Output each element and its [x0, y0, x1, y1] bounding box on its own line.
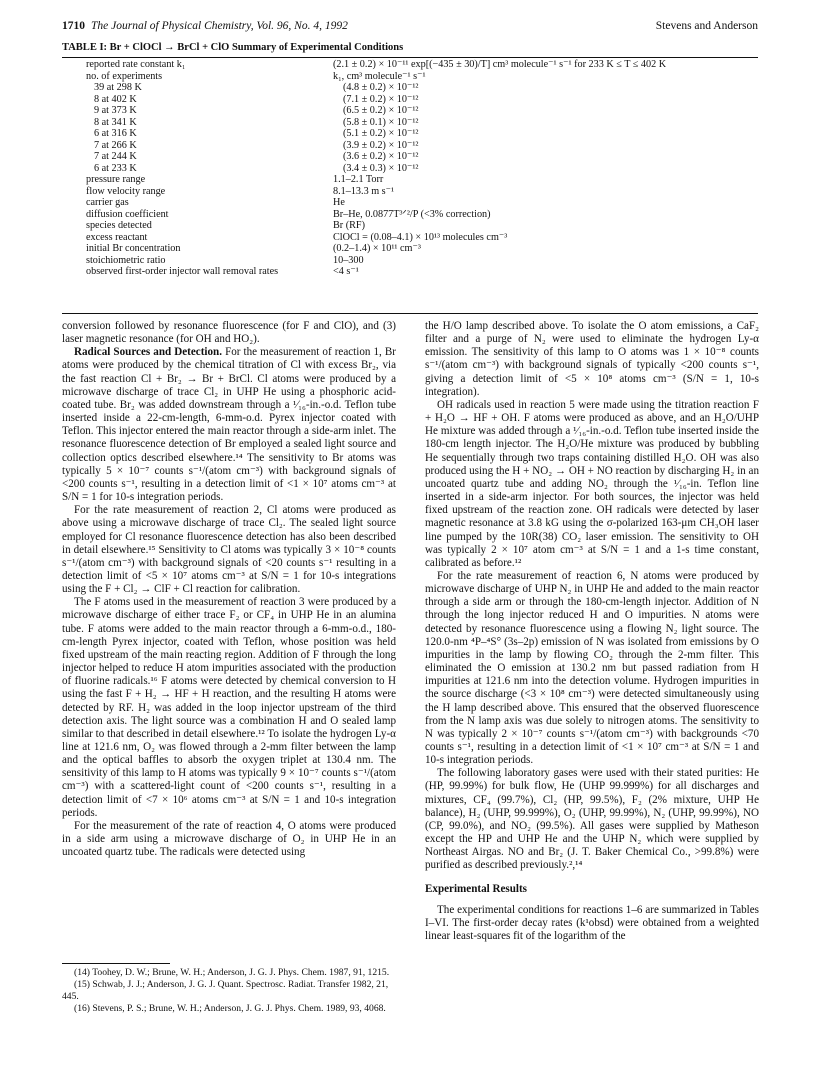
table-row [62, 82, 758, 94]
table-row-value: Br (RF) [333, 220, 365, 231]
table-row-label: 9 at 373 K [94, 105, 137, 116]
page-number: 1710 [62, 20, 85, 32]
table-row [62, 255, 758, 267]
table-row [62, 186, 758, 198]
table-row [62, 140, 758, 152]
running-authors: Stevens and Anderson [655, 20, 758, 32]
footnote: (16) Stevens, P. S.; Brune, W. H.; Anderson, J. G. J. Phys. Chem. 1989, 93, 4068. [74, 1002, 386, 1014]
paragraph: the H/O lamp described above. To isolate the O atom emissions, a CaF₂ filter and a purge of N₂ were used to eliminate the hydrogen Ly-α emission. The sensitivity of this lamp to O atoms was 1 × 10⁻⁸ counts s⁻¹/(atom cm⁻³) with background signals of typically <200 counts s⁻¹, giving a detection limit of <5 × 10⁸ atoms cm⁻³ (S/N = 1, 10-s integration). [425, 320, 759, 398]
table-row [62, 266, 758, 278]
table-row-label: excess reactant [86, 231, 148, 243]
table-row-value: (7.1 ± 0.2) × 10⁻¹² [343, 93, 419, 105]
table-row [62, 94, 758, 106]
journal-citation: The Journal of Physical Chemistry, Vol. 96, No. 4, 1992 [91, 20, 348, 32]
table-row-label: stoichiometric ratio [86, 254, 166, 266]
table-row-label: no. of experiments [86, 70, 163, 82]
table-row-label: species detected [86, 220, 152, 231]
footnote: (14) Toohey, D. W.; Brune, W. H.; Anderson, J. G. J. Phys. Chem. 1987, 91, 1215. [74, 967, 390, 978]
table-row-value: 8.1–13.3 m s⁻¹ [333, 185, 395, 197]
footnote: (15) Schwab, J. J.; Anderson, J. G. J. Quant. Spectrosc. Radiat. Transfer 1982, 21, 445. [62, 979, 389, 1002]
paragraph: OH radicals used in reaction 5 were made using the titration reaction F + H₂O → HF + OH. F atoms were produced as above, and an H₂O/UHP He mixture was added through a ¹⁄₁₆-in.-o.d. Teflon tube inserted inside the 180-cm length injector. The H₂O/He mixture was produced by bubbling He sequentially through two traps containing distilled H₂O. OH was also produced using the H + NO₂ → OH + NO reaction by discharging H₂ in an uncoated quartz tube and adding NO₂ through the ¹⁄₁₆-in. Teflon line inserted in a side-arm injector. For both sources, the injector was held fixed upstream of the reaction zone. OH radicals were detected by laser magnetic resonance at 3.8 kG using the σ-polarized 163-μm CH₃OH laser line pumped by the 10R(38) CO₂ laser emission. The sensitivity to OH was typically 2 × 10⁷ atom cm⁻³ at S/N = 1 and a 1-s time constant, calibrated as before.¹² [425, 398, 759, 569]
table-row-value: (4.8 ± 0.2) × 10⁻¹² [343, 82, 419, 93]
paragraph: conversion followed by resonance fluorescence (for F and ClO), and (3) laser magnetic resonance (for OH and HO₂). [62, 320, 396, 346]
table-row-label: 39 at 298 K [94, 82, 142, 93]
paragraph: The experimental conditions for reactions 1–6 are summarized in Tables I–VI. The first-order decay rates (k¹obsd) were obtained from a weighted linear least-squares fit of the logarithm of the [425, 903, 759, 943]
table-row [62, 105, 758, 117]
table-row-label: 7 at 266 K [94, 139, 137, 151]
paragraph: For the rate measurement of reaction 6, N atoms were produced by microwave discharge of UHP N₂ in UHP He and added to the main reactor through a side arm or through the 180-cm-length injector. Addition of N through the long injector reduced H and O impurities. N atoms were detected by resonance fluorescence using a flowing N₂ light source. The 120.0-nm ⁴P–⁴S° (3s–2p) emission of N was isolated from emissions by O impurities in the lamp by flowing CO₂ through the 2-mm filter. This eliminated the O emission at 130.2 nm but passed radiation from H impurities at 121.6 nm into the detection volume. Hydrogen impurities in the source discharge (<3 × 10⁸ cm⁻³) were detected simultaneously using the H lamp described above. This ensured that the observed fluorescence from the N lamp axis was due solely to nitrogen atoms. The sensitivity to N was typically 2 × 10⁻⁷ counts s⁻¹/(atom cm⁻³) with backgrounds <70 counts s⁻¹, resulting in a detection limit of <1 × 10⁷ cm⁻³ at S/N = 1 and 10-s integration periods. [425, 569, 759, 767]
paragraph: For the measurement of the rate of reaction 4, O atoms were produced in a side arm using a microwave discharge of O₂ in UHP He in an uncoated quartz tube. The radicals were detected using [62, 819, 396, 859]
table-row-label: reported rate constant k₁ [86, 59, 186, 70]
table-row [62, 117, 758, 129]
section-heading: Experimental Results [425, 882, 527, 895]
subsection-heading: Radical Sources and Detection. [74, 346, 222, 359]
table-row-value: 10–300 [333, 254, 364, 266]
running-header [62, 20, 758, 36]
table-row-value: (5.8 ± 0.1) × 10⁻¹² [343, 116, 419, 128]
conditions-table [62, 59, 758, 278]
table-row [62, 163, 758, 175]
table-row-value: (3.6 ± 0.2) × 10⁻¹² [343, 151, 419, 162]
table-row [62, 243, 758, 255]
table-row-value: (5.1 ± 0.2) × 10⁻¹² [343, 128, 419, 139]
table-row-value: (3.4 ± 0.3) × 10⁻¹² [343, 162, 419, 174]
table-row [62, 209, 758, 221]
paragraph: For the rate measurement of reaction 2, Cl atoms were produced as above using a microwave discharge of trace Cl₂. The sealed light source employed for Cl resonance fluorescence detection has also been described in detail elsewhere.¹⁵ Sensitivity to Cl atoms was typically 3 × 10⁻⁸ counts s⁻¹/(atom cm⁻³) with background signals of <20 counts s⁻¹ resulting in a detection limit of <5 × 10⁷ atoms cm⁻³ at S/N = 1 for 10-s integrations using the F + Cl₂ → ClF + Cl reaction for calibration. [62, 504, 396, 596]
table-row [62, 151, 758, 163]
table-row [62, 232, 758, 244]
table-row-label: 6 at 316 K [94, 128, 137, 139]
right-column [425, 320, 759, 943]
table-row-label: 7 at 244 K [94, 151, 137, 162]
table-row-label: observed first-order injector wall removal rates [86, 266, 279, 277]
table-row-value: k₁, cm³ molecule⁻¹ s⁻¹ [333, 70, 426, 82]
table-row-value: (6.5 ± 0.2) × 10⁻¹² [343, 105, 419, 116]
table-row [62, 220, 758, 232]
table-row-value: 1.1–2.1 Torr [333, 174, 384, 185]
table-row-label: flow velocity range [86, 185, 166, 197]
paragraph: The F atoms used in the measurement of reaction 3 were produced by a microwave discharge of either trace F₂ or CF₄ in UHP He in an alumina tube. F atoms were added to the main reactor through a 6-mm-o.d., 180-cm-length Pyrex injector, coated with Teflon, whose position was held fixed upstream of the main reacting region. Addition of F through the long injector helped to reduce H atom impurities associated with the production of fluorine radicals.¹⁶ F atoms were detected by chemical conversion to H using the fast F + H₂ → HF + H reaction, and the resulting H atoms were detected by RF. H₂ was added in the loop injector upstream of the third detection axis. The light source was a combination H and O sealed lamp similar to that described in detail elsewhere.¹² To isolate the hydrogen Ly-α line at 121.6 nm, O₂ was flowed through a 2-mm filter between the lamp and the optical baffles to absorb the oxygen triplet at 130.4 nm. The sensitivity of this lamp to H atoms was typically 9 × 10⁻⁷ counts s⁻¹/(atom cm⁻³) with a scattered-light count of <200 counts s⁻¹, resulting in a detection limit of <7 × 10⁶ atoms cm⁻³ at S/N = 1 and 10-s integration periods. [62, 596, 396, 819]
table-row [62, 128, 758, 140]
table-row-value: ClOCl = (0.08–4.1) × 10¹³ molecules cm⁻³ [333, 231, 508, 243]
table-row-label: 6 at 233 K [94, 162, 137, 174]
table-row-label: 8 at 341 K [94, 116, 137, 128]
paragraph [62, 346, 396, 504]
table-row-label: 8 at 402 K [94, 93, 137, 105]
table-row-label: carrier gas [86, 197, 129, 208]
footnote-rule [62, 963, 170, 964]
table-row [62, 197, 758, 209]
table-row-value: He [333, 197, 345, 208]
table-row-value: (2.1 ± 0.2) × 10⁻¹¹ exp[(−435 ± 30)/T] cm³ molecule⁻¹ s⁻¹ for 233 K ≤ T ≤ 402 K [333, 59, 667, 70]
table-row [62, 71, 758, 83]
table-row-value: (0.2–1.4) × 10¹¹ cm⁻³ [333, 243, 421, 254]
left-column [62, 320, 396, 859]
footnotes [62, 967, 396, 1015]
table-title: TABLE I: Br + ClOCl → BrCl + ClO Summary of Experimental Conditions [62, 42, 404, 53]
table-row-label: initial Br concentration [86, 243, 181, 254]
paragraph: The following laboratory gases were used with their stated purities: He (HP, 99.99%) for bulk flow, He (UHP 99.999%) for all discharges and mixtures, CF₄ (99.7%), Cl₂ (HP, 99.5%), F₂ (2% mixture, UHP He balance), H₂ (UHP, 99.999%), O₂ (UHP, 99.99%), N₂ (UHP, 99.99%), NO (CP, 99.0%), and NO₂ (99.5%). All gases were supplied by Matheson except the HP and UHP He and the UHP N₂ which were supplied by Northeast Airgas. NO and Br₂ (J. T. Baker Chemical Co., >99.8%) were purified as described previously.²,¹⁴ [425, 767, 759, 872]
table-row-label: pressure range [86, 174, 146, 185]
table-row [62, 59, 758, 71]
table-top-rule [62, 57, 758, 58]
table-row-value: (3.9 ± 0.2) × 10⁻¹² [343, 139, 419, 151]
table-row-value: Br–He, 0.0877T³ᐟ²/P (<3% correction) [333, 208, 491, 220]
table-bottom-rule [62, 313, 758, 314]
paragraph-text: For the measurement of reaction 1, Br atoms were produced by the chemical titration of Cl with excess Br₂, via the fast reaction Cl + Br₂ → Br + BrCl. Cl atoms were produced by a microwave discharge of trace Cl₂ in UHP He using a phosphoric acid-coated tube. Br₂ was added downstream through a ¹⁄₁₆-in.-o.d. Teflon tube inserted inside a 22-cm-length, 6-mm-o.d. Pyrex injector coated with Teflon. This injector entered the main reactor through a side-arm inlet. The resonance fluorescence detection of Br employed a sealed light source and collection optics described elsewhere.¹⁴ The sensitivity to Br atoms was typically 5 × 10⁻⁷ counts s⁻¹/(atom cm⁻³) with background signals of <200 counts s⁻¹, resulting in a detection limit of <1 × 10⁷ atoms cm⁻³ at S/N = 1 for 10-s integration periods. [62, 346, 396, 504]
table-row [62, 174, 758, 186]
table-row-value: <4 s⁻¹ [333, 266, 359, 277]
table-row-label: diffusion coefficient [86, 208, 169, 220]
